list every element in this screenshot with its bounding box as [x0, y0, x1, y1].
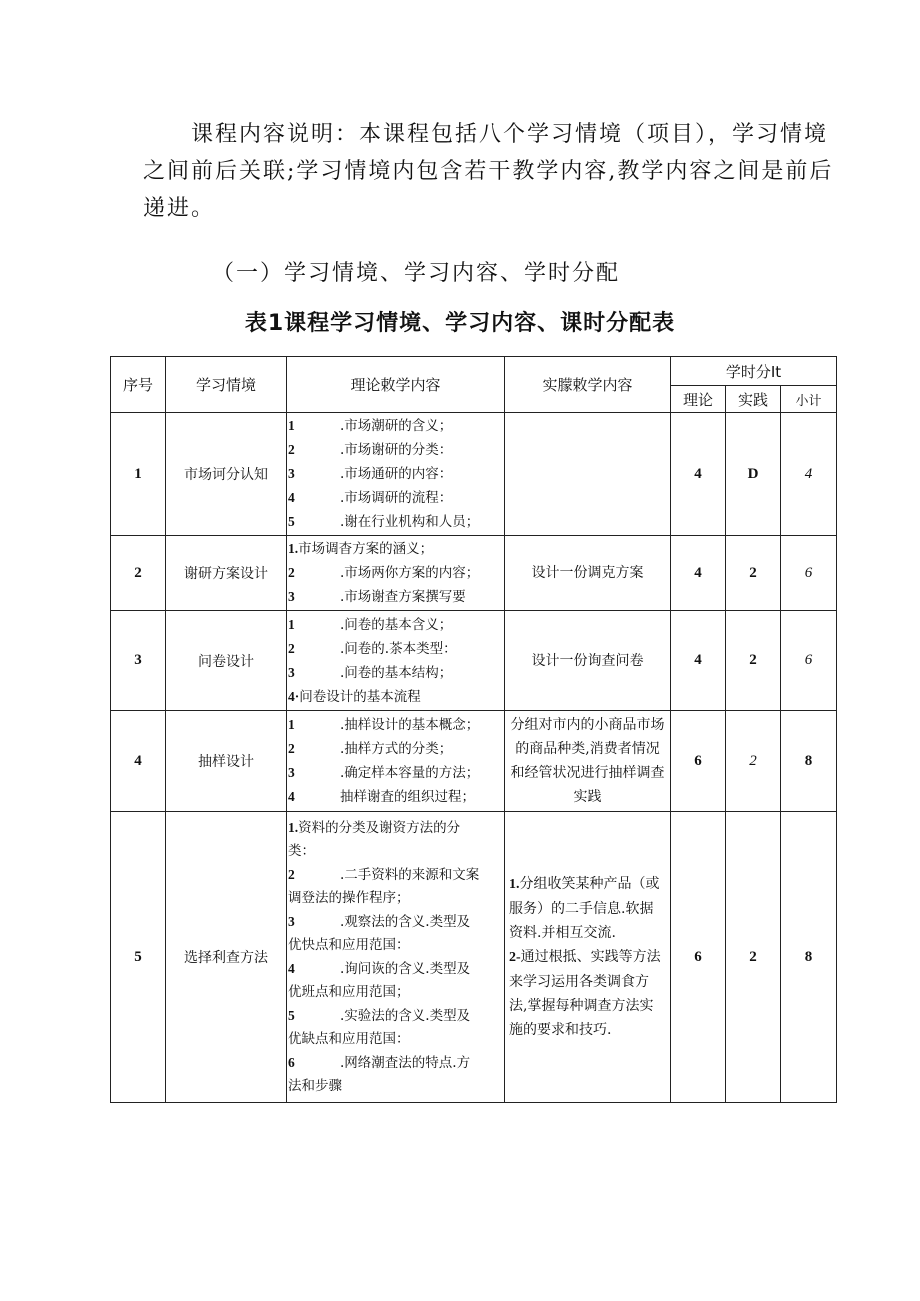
theory-item-number: 4 — [288, 490, 295, 505]
theory-item — [288, 761, 504, 785]
practice-item — [509, 945, 666, 1042]
table-row — [111, 536, 837, 611]
theory-item-text: .市场谢研的分类： — [340, 442, 453, 458]
theory-line — [288, 863, 504, 887]
theory-item-number: 1 — [288, 418, 295, 433]
situation-cell: 抽样设计 — [166, 711, 287, 812]
theory-item — [288, 685, 504, 709]
header-hours-theory: 理论 — [671, 386, 726, 413]
theory-item-text: .市场通研的内容： — [340, 466, 453, 482]
hours-practice: 2 — [726, 536, 781, 611]
hours-theory: 6 — [671, 711, 726, 812]
hours-theory: 4 — [671, 536, 726, 611]
theory-item-number: 3 — [288, 589, 295, 604]
theory-item-number: 5 — [288, 514, 295, 529]
theory-item-text: 优缺点和应用范国： — [288, 1030, 410, 1047]
theory-item-text: .谢在行业机构和人员； — [340, 514, 480, 530]
theory-item — [288, 561, 504, 585]
header-hours-subtotal: 小计 — [781, 386, 837, 413]
practice-item-text: 分组收笑某种产品（或服务）的二手信息.软据资料.并相互交流. — [509, 876, 660, 941]
theory-item-number: 3 — [288, 664, 295, 680]
theory-item-text: .市场潮研的含义； — [340, 418, 453, 434]
theory-item-number: 4 — [288, 960, 295, 976]
theory-item-number: 6 — [288, 1054, 295, 1070]
theory-item-number: 1. — [288, 541, 299, 556]
theory-item-text: 问卷设计的基本流程 — [299, 688, 421, 705]
practice-cell — [505, 413, 671, 536]
theory-item — [288, 737, 504, 761]
intro-paragraph: 课程内容说明：本课程包括八个学习情境（项目），学习情境之间前后关联;学习情境内包含若干教学内容,教学内容之间是前后递进。 — [143, 122, 834, 221]
section-subheading: （一）学习情境、学习内容、学时分配 — [212, 261, 621, 286]
theory-item-number: 5 — [288, 1007, 295, 1023]
theory-line — [288, 934, 504, 957]
theory-item — [288, 661, 504, 685]
theory-item-text: .询问诙的含义.类型及 — [340, 960, 471, 977]
table-row — [111, 611, 837, 711]
row-number: 2 — [111, 536, 166, 611]
practice-cell — [505, 812, 671, 1103]
header-no: 序号 — [111, 357, 166, 413]
practice-item-number: 2- — [509, 950, 521, 965]
hours-subtotal: 8 — [781, 711, 837, 812]
table-row — [111, 413, 837, 536]
theory-item-text: 调登法的操作程序； — [288, 889, 410, 906]
hours-subtotal: 6 — [781, 611, 837, 711]
theory-item-number: 2 — [288, 741, 295, 756]
practice-item-number: 1. — [509, 877, 520, 892]
theory-line — [288, 1051, 504, 1075]
hours-subtotal: 8 — [781, 812, 837, 1103]
theory-item — [288, 613, 504, 637]
theory-item-text: .问卷的基本含义； — [340, 616, 453, 633]
theory-item — [288, 462, 504, 486]
theory-item-text: .问卷的.茶本类型： — [340, 640, 457, 657]
theory-item-number: 2 — [288, 442, 295, 457]
hours-practice: D — [726, 413, 781, 536]
theory-item — [288, 438, 504, 462]
situation-cell: 市场诃分认知 — [166, 413, 287, 536]
theory-item-number: 4 — [288, 789, 295, 804]
allocation-table — [110, 356, 837, 1103]
theory-item-text: 类： — [288, 842, 315, 859]
theory-item-number: 1 — [288, 616, 295, 632]
theory-item-number: 1. — [288, 819, 299, 835]
hours-practice: 2 — [726, 812, 781, 1103]
theory-item-text: .观察法的含义.类型及 — [340, 913, 471, 930]
theory-line — [288, 957, 504, 981]
hours-subtotal: 6 — [781, 536, 837, 611]
practice-item — [509, 872, 666, 945]
hours-subtotal: 4 — [781, 413, 837, 536]
theory-item-text: 优班点和应用范国； — [288, 983, 410, 1000]
theory-item-number: 1 — [288, 717, 295, 732]
row-number: 3 — [111, 611, 166, 711]
theory-item-number: 3 — [288, 466, 295, 481]
theory-item-text: .网络潮査法的特点.方 — [340, 1054, 471, 1071]
practice-item-text: 通过根抵、实践等方法来学习运用各类调食方法,掌握每种调查方法实施的要求和技巧. — [509, 949, 661, 1038]
theory-item-text: .市场调研的流程： — [340, 490, 453, 506]
row-number: 1 — [111, 413, 166, 536]
theory-item-text: .抽样方式的分类； — [340, 741, 453, 757]
situation-cell: 问卷设计 — [166, 611, 287, 711]
hours-practice: 2 — [726, 611, 781, 711]
theory-item-text: .抽样设计的基本概念； — [340, 717, 480, 733]
theory-item — [288, 486, 504, 510]
situation-cell: 谢研方案设计 — [166, 536, 287, 611]
theory-item — [288, 713, 504, 737]
theory-line — [288, 1004, 504, 1028]
header-situation: 学习情境 — [166, 357, 287, 413]
theory-cell — [287, 812, 505, 1103]
header-hours-practice: 实践 — [726, 386, 781, 413]
theory-item — [288, 510, 504, 534]
theory-item — [288, 785, 504, 809]
theory-item-number: 2 — [288, 640, 295, 656]
theory-line — [288, 840, 504, 863]
theory-item — [288, 537, 504, 561]
theory-item-text: 法和步骤 — [288, 1077, 342, 1094]
theory-item-number: 2 — [288, 565, 295, 580]
theory-cell — [287, 536, 505, 611]
theory-item-number: 3 — [288, 913, 295, 929]
theory-item-number: 2 — [288, 866, 295, 882]
theory-cell — [287, 413, 505, 536]
practice-cell: 分组对市内的小商品市场的商品种类,消费者情况和经管状况进行抽样调查实践 — [505, 711, 671, 812]
theory-item-text: .市场谢查方案撰写要 — [340, 589, 466, 605]
theory-cell — [287, 711, 505, 812]
theory-item-text: .市场两你方案的内容； — [340, 565, 480, 581]
theory-line — [288, 981, 504, 1004]
table-row — [111, 812, 837, 1103]
theory-line — [288, 1075, 504, 1098]
theory-item-text: .确定样本容量的方法； — [340, 765, 480, 781]
row-number: 4 — [111, 711, 166, 812]
theory-item-text: 市场调杳方案的涵义； — [298, 541, 434, 557]
theory-item-text: 资料的分类及谢资方法的分 — [298, 819, 461, 836]
table-caption: 表1课程学习情境、学习内容、课时分配表 — [244, 311, 676, 336]
theory-item-text: .实验法的含义.类型及 — [340, 1007, 471, 1024]
hours-theory: 4 — [671, 611, 726, 711]
theory-item — [288, 637, 504, 661]
theory-item-text: 优快点和应用范国： — [288, 936, 410, 953]
hours-practice: 2 — [726, 711, 781, 812]
theory-line — [288, 887, 504, 910]
table-row — [111, 711, 837, 812]
header-theory: 理论敕学内容 — [287, 357, 505, 413]
theory-cell — [287, 611, 505, 711]
theory-item — [288, 585, 504, 609]
practice-cell: 设计一份调克方案 — [505, 536, 671, 611]
hours-theory: 6 — [671, 812, 726, 1103]
theory-item-text: .问卷的基本结构； — [340, 664, 453, 681]
header-hours: 学时分It — [671, 357, 837, 386]
header-practice: 实朦敕学内容 — [505, 357, 671, 413]
theory-line — [288, 816, 504, 840]
hours-theory: 4 — [671, 413, 726, 536]
row-number: 5 — [111, 812, 166, 1103]
situation-cell: 选择利查方法 — [166, 812, 287, 1103]
theory-item — [288, 414, 504, 438]
theory-item-text: .二手资料的来源和文案 — [340, 866, 480, 883]
theory-line — [288, 1028, 504, 1051]
practice-cell: 设计一份询查问卷 — [505, 611, 671, 711]
theory-item-number: 3 — [288, 765, 295, 780]
theory-item-number: 4· — [288, 688, 300, 704]
theory-item-text: 抽样谢査的组织过程； — [340, 789, 475, 805]
theory-line — [288, 910, 504, 934]
